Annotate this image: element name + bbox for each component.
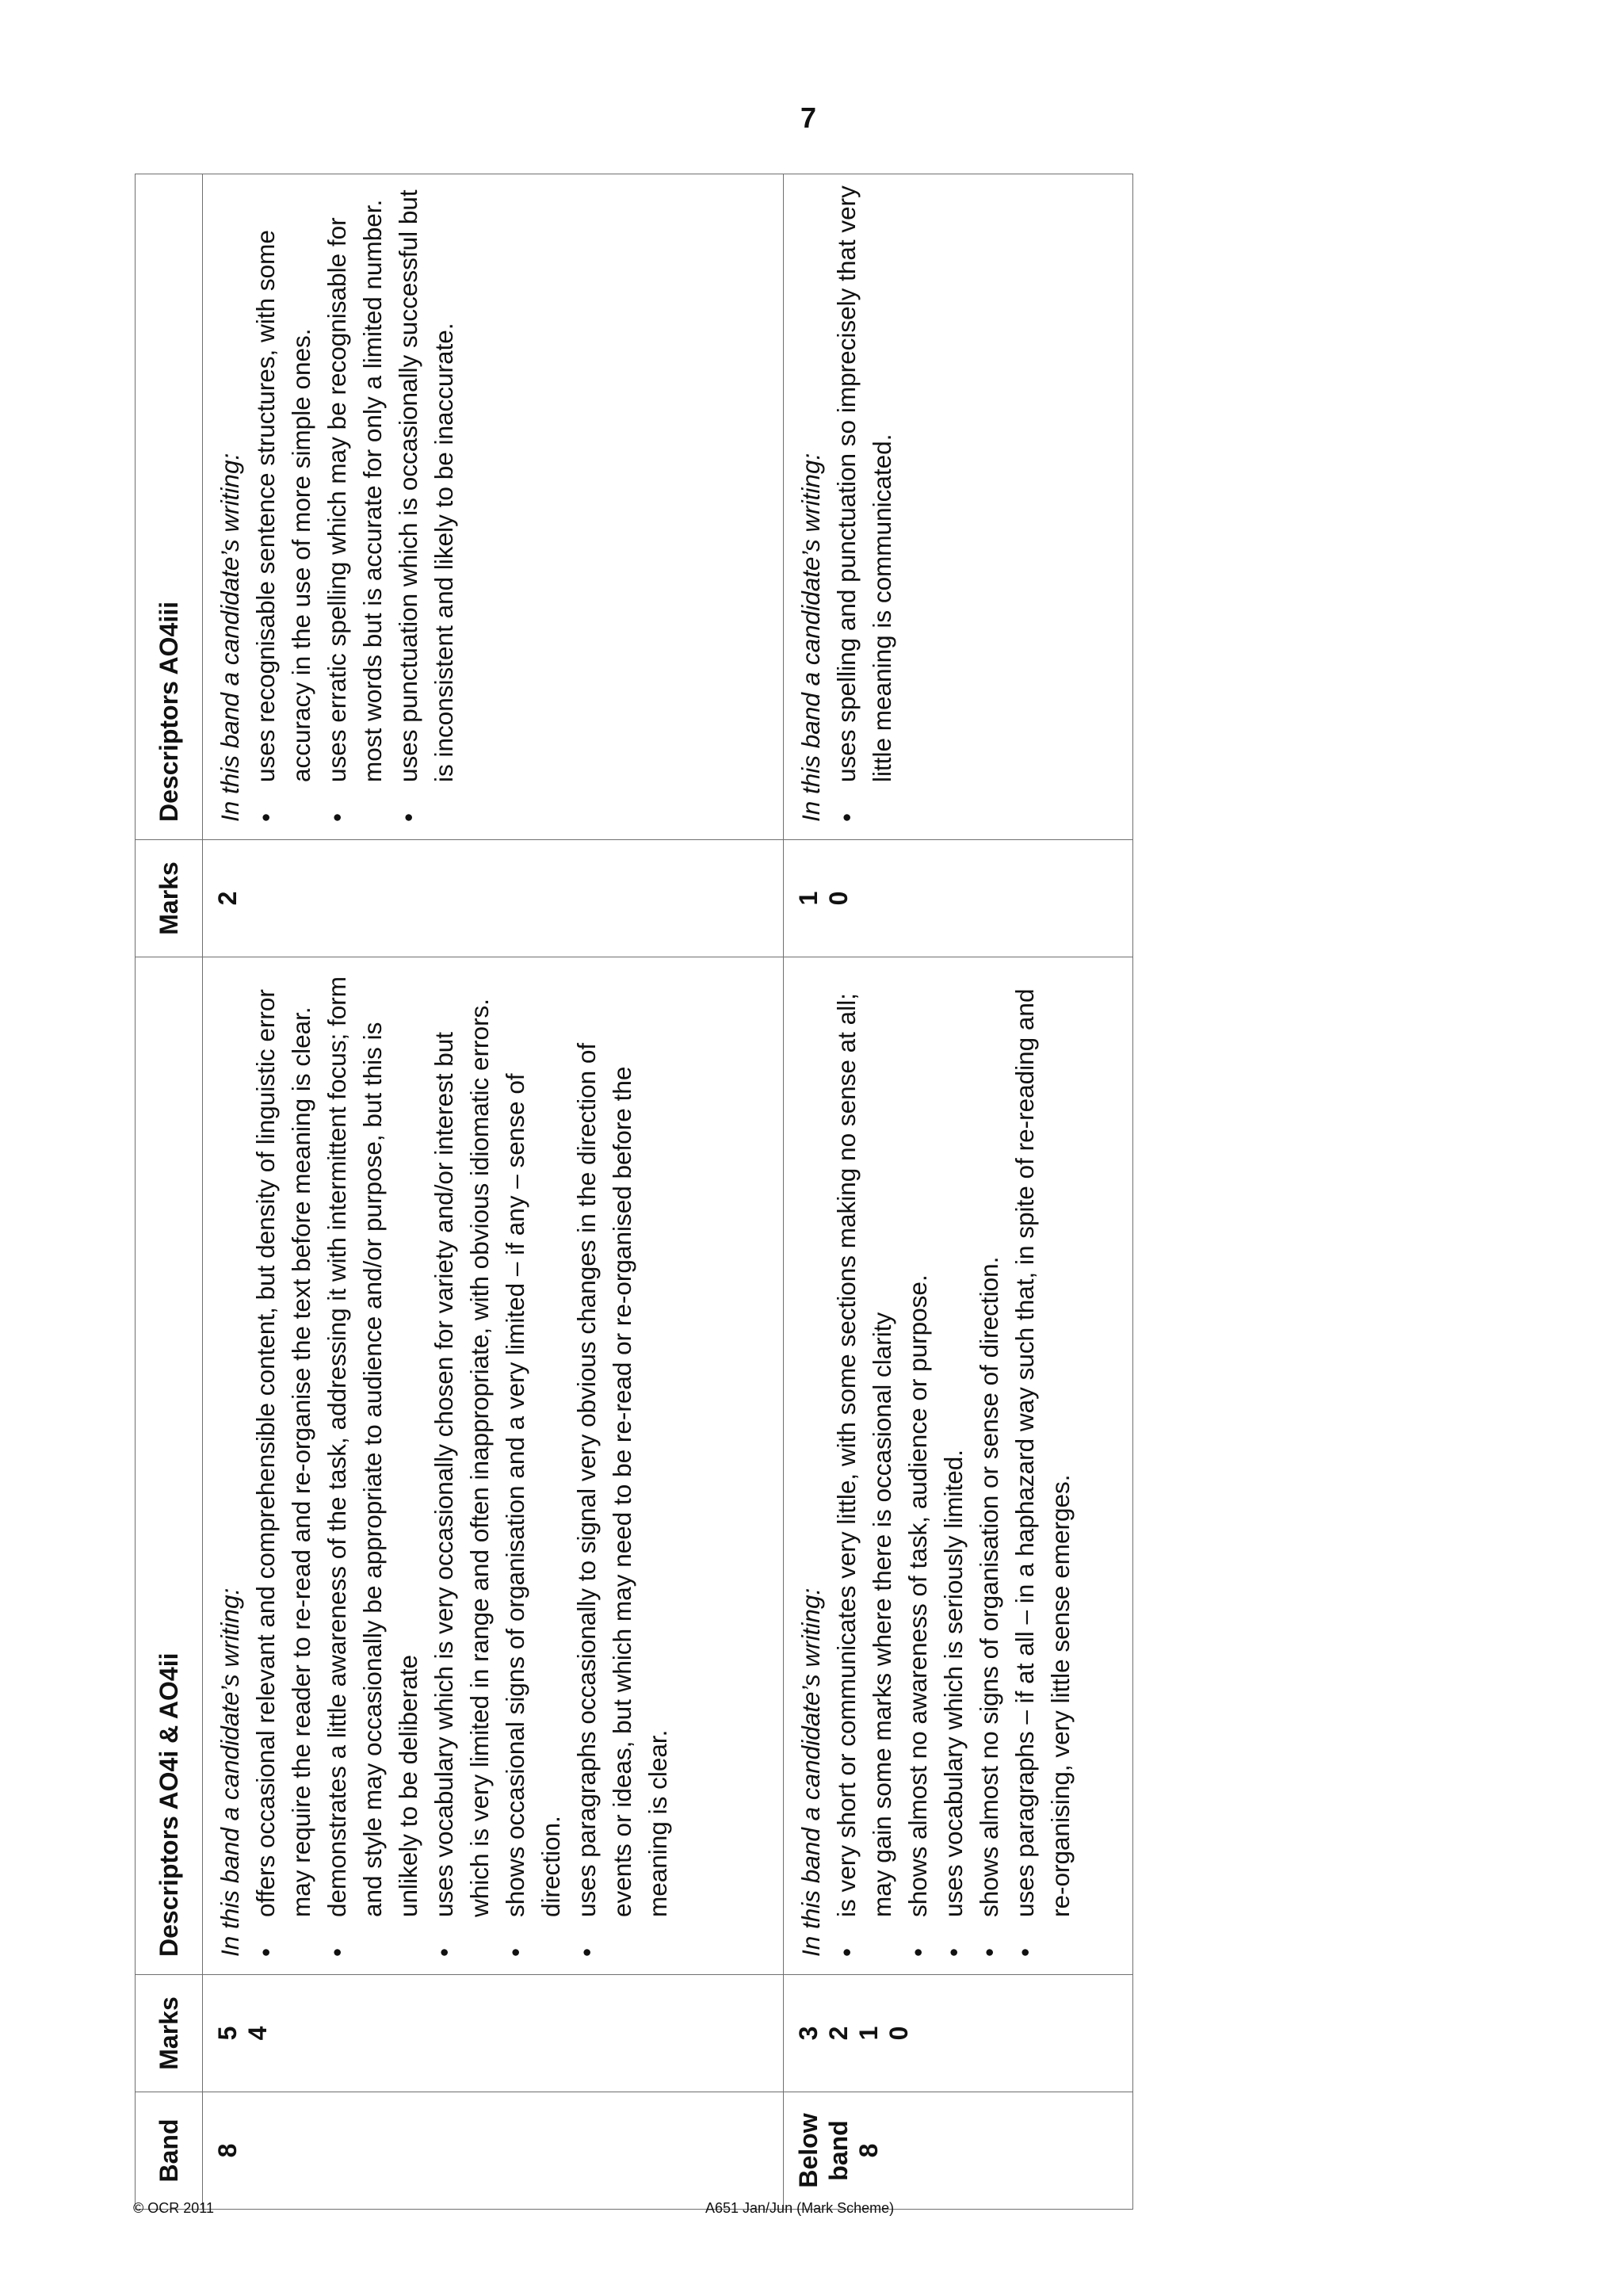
band-label: 8 [854,2143,883,2158]
marks-cell [784,1975,1133,2092]
list-item: • is very short or communicates very little, with some sections making no sense at all; may gain some marks where there is occasional clarity [832,993,896,1957]
list-item-text: offers occasional relevant and comprehensible content, but density of linguistic error may require the reader to re-read and re-organise the text before meaning is clear. [251,989,315,1917]
descriptor-list [248,968,676,1957]
list-item-text: uses punctuation which is occasionally successful but is inconsistent and likely to be inaccurate. [394,189,458,782]
descriptor-list [248,185,462,822]
mark-scheme-table [135,174,1133,2210]
descriptor-list [829,968,1079,1957]
band-cell [203,2092,784,2210]
list-item: • uses spelling and punctuation so imprecisely that very little meaning is communicated. [832,185,896,822]
descriptor-cell-ao4i-ao4ii [784,957,1133,1975]
list-item-text: shows almost no awareness of task, audience or purpose. [903,1274,932,1917]
header-band: Band [136,2092,203,2210]
list-item: • demonstrates a little awareness of the task, addressing it with intermittent focus; form and style may occasionally be appropriate to audience and/or purpose, but this is unlikely to be deliberate [323,976,422,1957]
mark-scheme-table-container [135,174,1094,2210]
mark-value: 0 [884,2026,913,2041]
list-item: • shows almost no awareness of task, audience or purpose. [903,1274,932,1957]
list-item-text: uses vocabulary which is seriously limited. [939,1450,968,1917]
descriptor-cell-ao4iii [784,174,1133,840]
table-row-below-band-8 [784,174,1133,2210]
mark-value: 1 [794,891,823,906]
header-descriptors-ao4i-ao4ii: Descriptors AO4i & AO4ii [136,957,203,1975]
band-label: Below [794,2113,823,2188]
list-item: • uses vocabulary which is seriously limited. [939,1450,968,1957]
marks-cell [784,840,1133,957]
list-item: • uses paragraphs occasionally to signal very obvious changes in the direction of events or ideas, but which may need to be re-read or re-organised before the meaning is clear. [572,1042,672,1957]
header-row [136,174,203,2210]
header-marks-ao4i-ao4ii: Marks [136,1975,203,2092]
footer-copyright: © OCR 2011 [133,2200,214,2216]
list-item: • uses punctuation which is occasionally successful but is inconsistent and likely to be inaccurate. [394,189,458,822]
mark-value: 2 [213,891,242,906]
descriptor-intro: In this band a candidate’s writing: [796,1587,825,1957]
band-label: 8 [213,2143,242,2158]
descriptor-intro: In this band a candidate’s writing: [216,453,244,822]
band-cell [784,2092,1133,2210]
marks-cell [203,1975,784,2092]
list-item: • uses vocabulary which is very occasionally chosen for variety and/or interest but which is very limited in range and often inappropriate, with obvious idiomatic errors. [430,998,494,1957]
mark-value: 1 [854,2026,883,2041]
marks-cell [203,840,784,957]
list-item-text: uses paragraphs – if at all – in a haphazard way such that, in spite of re-reading and re-organising, very little sense emerges. [1010,988,1075,1917]
descriptor-intro: In this band a candidate’s writing: [216,1587,244,1957]
list-item: • uses recognisable sentence structures, with some accuracy in the use of more simple ones. [251,230,315,822]
header-descriptors-ao4iii: Descriptors AO4iii [136,174,203,840]
mark-value: 4 [243,2026,272,2041]
list-item-text: uses paragraphs occasionally to signal very obvious changes in the direction of events or ideas, but which may need to be re-read or re-organised before the meaning is clear. [572,1042,672,1917]
mark-value: 5 [213,2026,242,2041]
list-item-text: shows occasional signs of organisation and a very limited – if any – sense of direction. [501,1073,565,1917]
descriptor-list [829,185,900,822]
mark-value: 3 [794,2026,823,2041]
list-item-text: is very short or communicates very little, with some sections making no sense at all; may gain some marks where there is occasional clarity [832,993,896,1917]
descriptor-cell-ao4i-ao4ii [203,957,784,1975]
list-item: • shows almost no signs of organisation or sense of direction. [975,1256,1003,1957]
list-item-text: uses erratic spelling which may be recognisable for most words but is accurate for only a limited number. [323,199,387,782]
descriptor-intro: In this band a candidate’s writing: [796,453,825,822]
list-item-text: uses vocabulary which is very occasionally chosen for variety and/or interest but which is very limited in range and often inappropriate, with obvious idiomatic errors. [430,998,494,1917]
list-item-text: shows almost no signs of organisation or sense of direction. [975,1256,1003,1917]
page-number: 7 [800,101,817,134]
list-item: • offers occasional relevant and comprehensible content, but density of linguistic error may require the reader to re-read and re-organise the text before meaning is clear. [251,989,315,1957]
descriptor-cell-ao4iii [203,174,784,840]
mark-value: 0 [824,891,853,906]
footer-document-code: A651 Jan/Jun (Mark Scheme) [705,2200,895,2216]
list-item-text: uses recognisable sentence structures, with some accuracy in the use of more simple ones. [251,230,315,782]
list-item: • shows occasional signs of organisation and a very limited – if any – sense of direction. [501,1073,565,1957]
band-label: band [824,2120,853,2181]
header-marks-ao4iii: Marks [136,840,203,957]
list-item: • uses erratic spelling which may be recognisable for most words but is accurate for only a limited number. [323,199,387,822]
list-item-text: uses spelling and punctuation so imprecisely that very little meaning is communicated. [832,185,896,782]
table-row-band-8 [203,174,784,2210]
list-item: • uses paragraphs – if at all – in a haphazard way such that, in spite of re-reading and re-organising, very little sense emerges. [1010,988,1075,1957]
list-item-text: demonstrates a little awareness of the task, addressing it with intermittent focus; form and style may occasionally be appropriate to audience and/or purpose, but this is unlikely to be deliberate [323,976,422,1917]
mark-value: 2 [824,2026,853,2041]
